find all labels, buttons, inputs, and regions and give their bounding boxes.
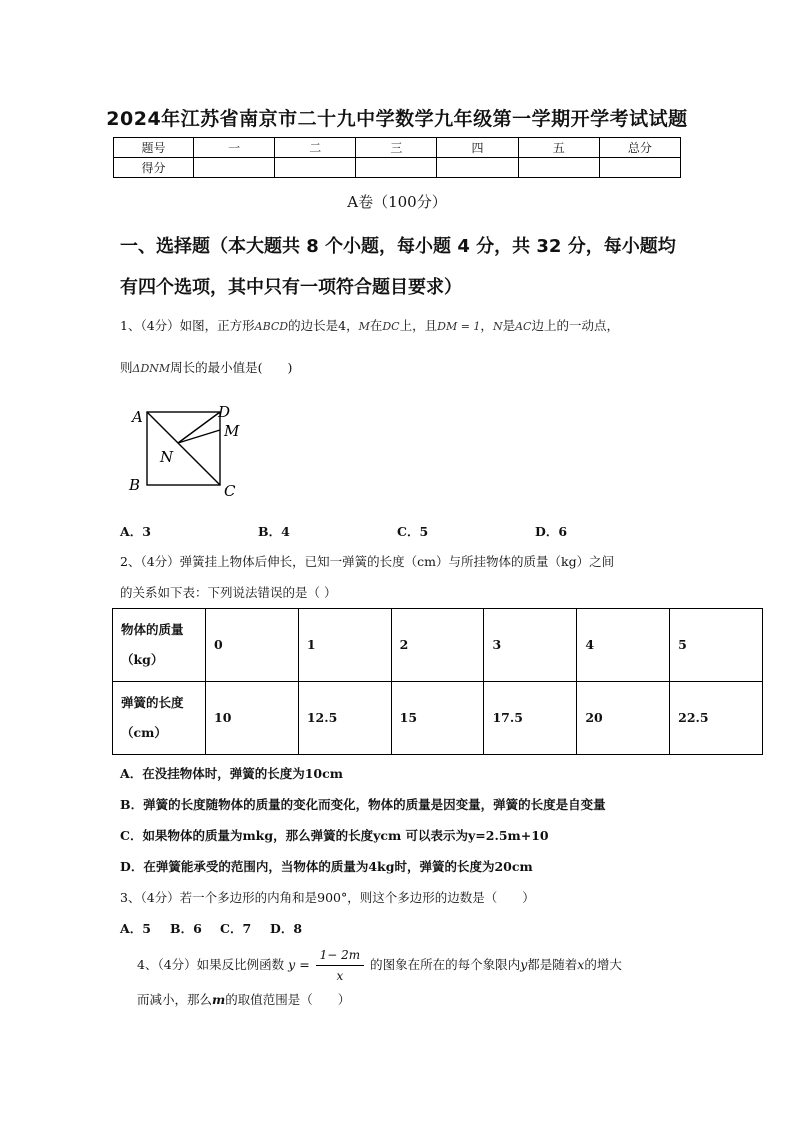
score-header-cell: 五 bbox=[518, 138, 599, 158]
q1-math-ac: AC bbox=[515, 320, 532, 333]
score-table-score-row bbox=[114, 158, 681, 178]
q4-y-equals: y = bbox=[288, 957, 310, 972]
score-table bbox=[113, 137, 681, 178]
mass-cell: 3 bbox=[484, 609, 577, 682]
q2-option-c: C．如果物体的质量为mkg，那么弹簧的长度ycm 可以表示为y=2.5m+10 bbox=[120, 828, 549, 843]
q3-option-b: B．6 bbox=[170, 921, 202, 936]
score-header-cell: 一 bbox=[194, 138, 275, 158]
q1-math-dm: DM = 1 bbox=[437, 320, 481, 333]
spring-data-table bbox=[112, 608, 763, 755]
question-2-line2: 的关系如下表：下列说法错误的是（ ） bbox=[120, 585, 337, 600]
length-cell: 17.5 bbox=[484, 682, 577, 755]
section-heading-line2: 有四个选项，其中只有一项符合题目要求） bbox=[120, 277, 462, 298]
mass-row bbox=[113, 609, 763, 682]
label-a: A bbox=[132, 408, 143, 426]
score-header-cell: 三 bbox=[356, 138, 437, 158]
label-c: C bbox=[224, 482, 236, 500]
q4-var-x: x bbox=[577, 957, 585, 972]
length-label-unit: （cm） bbox=[121, 725, 167, 740]
q1-text: 周长的最小值是( ) bbox=[170, 360, 293, 375]
q1-text: 是 bbox=[502, 318, 516, 333]
q4-fraction-denominator: x bbox=[336, 969, 344, 983]
diagonal-ac bbox=[147, 412, 220, 485]
score-blank-cell bbox=[275, 158, 356, 178]
section-subtitle: A卷（100分） bbox=[347, 193, 447, 211]
q4-text: 都是随着 bbox=[527, 957, 578, 972]
question-3: 3、（4分）若一个多边形的内角和是900°，则这个多边形的边数是（ ） bbox=[120, 890, 535, 905]
label-n: N bbox=[160, 448, 174, 466]
score-blank-cell bbox=[599, 158, 680, 178]
length-cell: 10 bbox=[206, 682, 299, 755]
q1-math-m: M bbox=[358, 320, 370, 333]
question-1-line1 bbox=[120, 316, 619, 334]
square-figure bbox=[120, 398, 250, 503]
q1-text: 1、（4分）如图，正方形 bbox=[120, 318, 255, 333]
q4-text: 的增大 bbox=[584, 957, 622, 972]
question-2-line1: 2、（4分）弹簧挂上物体后伸长，已知一弹簧的长度（cm）与所挂物体的质量（kg）之间 bbox=[120, 554, 615, 569]
q1-option-b: B．4 bbox=[258, 524, 290, 539]
segment-nm bbox=[178, 430, 220, 443]
score-blank-cell bbox=[518, 158, 599, 178]
q1-text: 边上的一动点， bbox=[531, 318, 619, 333]
question-1-line2 bbox=[120, 358, 292, 376]
length-label-text: 弹簧的长度 bbox=[121, 695, 184, 710]
score-header-cell: 题号 bbox=[114, 138, 194, 158]
mass-row-label bbox=[113, 609, 206, 682]
q1-text: 则 bbox=[120, 360, 133, 375]
score-table-header-row bbox=[114, 138, 681, 158]
score-blank-cell bbox=[437, 158, 518, 178]
mass-cell: 5 bbox=[670, 609, 763, 682]
q4-var-m: m bbox=[212, 992, 226, 1007]
q4-fraction bbox=[316, 945, 365, 986]
q3-option-d: D．8 bbox=[270, 921, 303, 936]
q1-math-dnm: ΔDNM bbox=[132, 362, 171, 375]
score-header-cell: 二 bbox=[275, 138, 356, 158]
q2-option-d: D．在弹簧能承受的范围内，当物体的质量为4kg时，弹簧的长度为20cm bbox=[120, 859, 533, 874]
q1-text: 上，且 bbox=[399, 318, 438, 333]
segment-nd bbox=[178, 412, 220, 443]
length-cell: 15 bbox=[391, 682, 484, 755]
length-row-label bbox=[113, 682, 206, 755]
length-row bbox=[113, 682, 763, 755]
q1-option-a: A．3 bbox=[120, 524, 151, 539]
q3-option-a: A．5 bbox=[120, 921, 151, 936]
score-row-label: 得分 bbox=[114, 158, 194, 178]
q4-text: 4、（4分）如果反比例函数 bbox=[137, 957, 285, 972]
q1-math-abcd: ABCD bbox=[254, 320, 289, 333]
q2-option-a: A．在没挂物体时，弹簧的长度为10cm bbox=[120, 766, 343, 781]
q1-math-n: N bbox=[492, 320, 503, 333]
q1-text: ， bbox=[480, 318, 493, 333]
score-header-cell: 总分 bbox=[599, 138, 680, 158]
label-m: M bbox=[224, 422, 240, 440]
square-lines bbox=[147, 412, 220, 485]
q4-text: 的取值范围是（ ） bbox=[225, 992, 351, 1007]
q4-text: 的图象在所在的每个象限内 bbox=[370, 957, 521, 972]
mass-cell: 0 bbox=[206, 609, 299, 682]
q1-text: 的边长是4， bbox=[288, 318, 359, 333]
section-heading-line1: 一、选择题（本大题共 8 个小题，每小题 4 分，共 32 分，每小题均 bbox=[120, 236, 676, 257]
q1-text: 在 bbox=[369, 318, 383, 333]
mass-label-text: 物体的质量 bbox=[121, 622, 184, 637]
score-blank-cell bbox=[356, 158, 437, 178]
q2-option-b: B．弹簧的长度随物体的质量的变化而变化，物体的质量是因变量，弹簧的长度是自变量 bbox=[120, 797, 606, 812]
q3-option-c: C．7 bbox=[220, 921, 252, 936]
q1-option-c: C．5 bbox=[397, 524, 429, 539]
mass-cell: 4 bbox=[577, 609, 670, 682]
length-cell: 12.5 bbox=[298, 682, 391, 755]
score-blank-cell bbox=[194, 158, 275, 178]
label-b: B bbox=[129, 476, 141, 494]
length-cell: 20 bbox=[577, 682, 670, 755]
q1-option-d: D．6 bbox=[535, 524, 568, 539]
mass-cell: 1 bbox=[298, 609, 391, 682]
q4-text: 而减小，那么 bbox=[137, 992, 213, 1007]
label-d: D bbox=[218, 403, 231, 421]
length-cell: 22.5 bbox=[670, 682, 763, 755]
q1-math-dc: DC bbox=[382, 320, 400, 333]
q4-fraction-numerator: 1− 2m bbox=[316, 945, 365, 966]
page-title: 2024年江苏省南京市二十九中学数学九年级第一学期开学考试试题 bbox=[106, 108, 688, 130]
question-4-line2 bbox=[137, 990, 350, 1008]
mass-label-unit: （kg） bbox=[121, 652, 164, 667]
question-4-line1 bbox=[137, 945, 622, 986]
score-header-cell: 四 bbox=[437, 138, 518, 158]
mass-cell: 2 bbox=[391, 609, 484, 682]
q4-var-y: y bbox=[520, 957, 528, 972]
